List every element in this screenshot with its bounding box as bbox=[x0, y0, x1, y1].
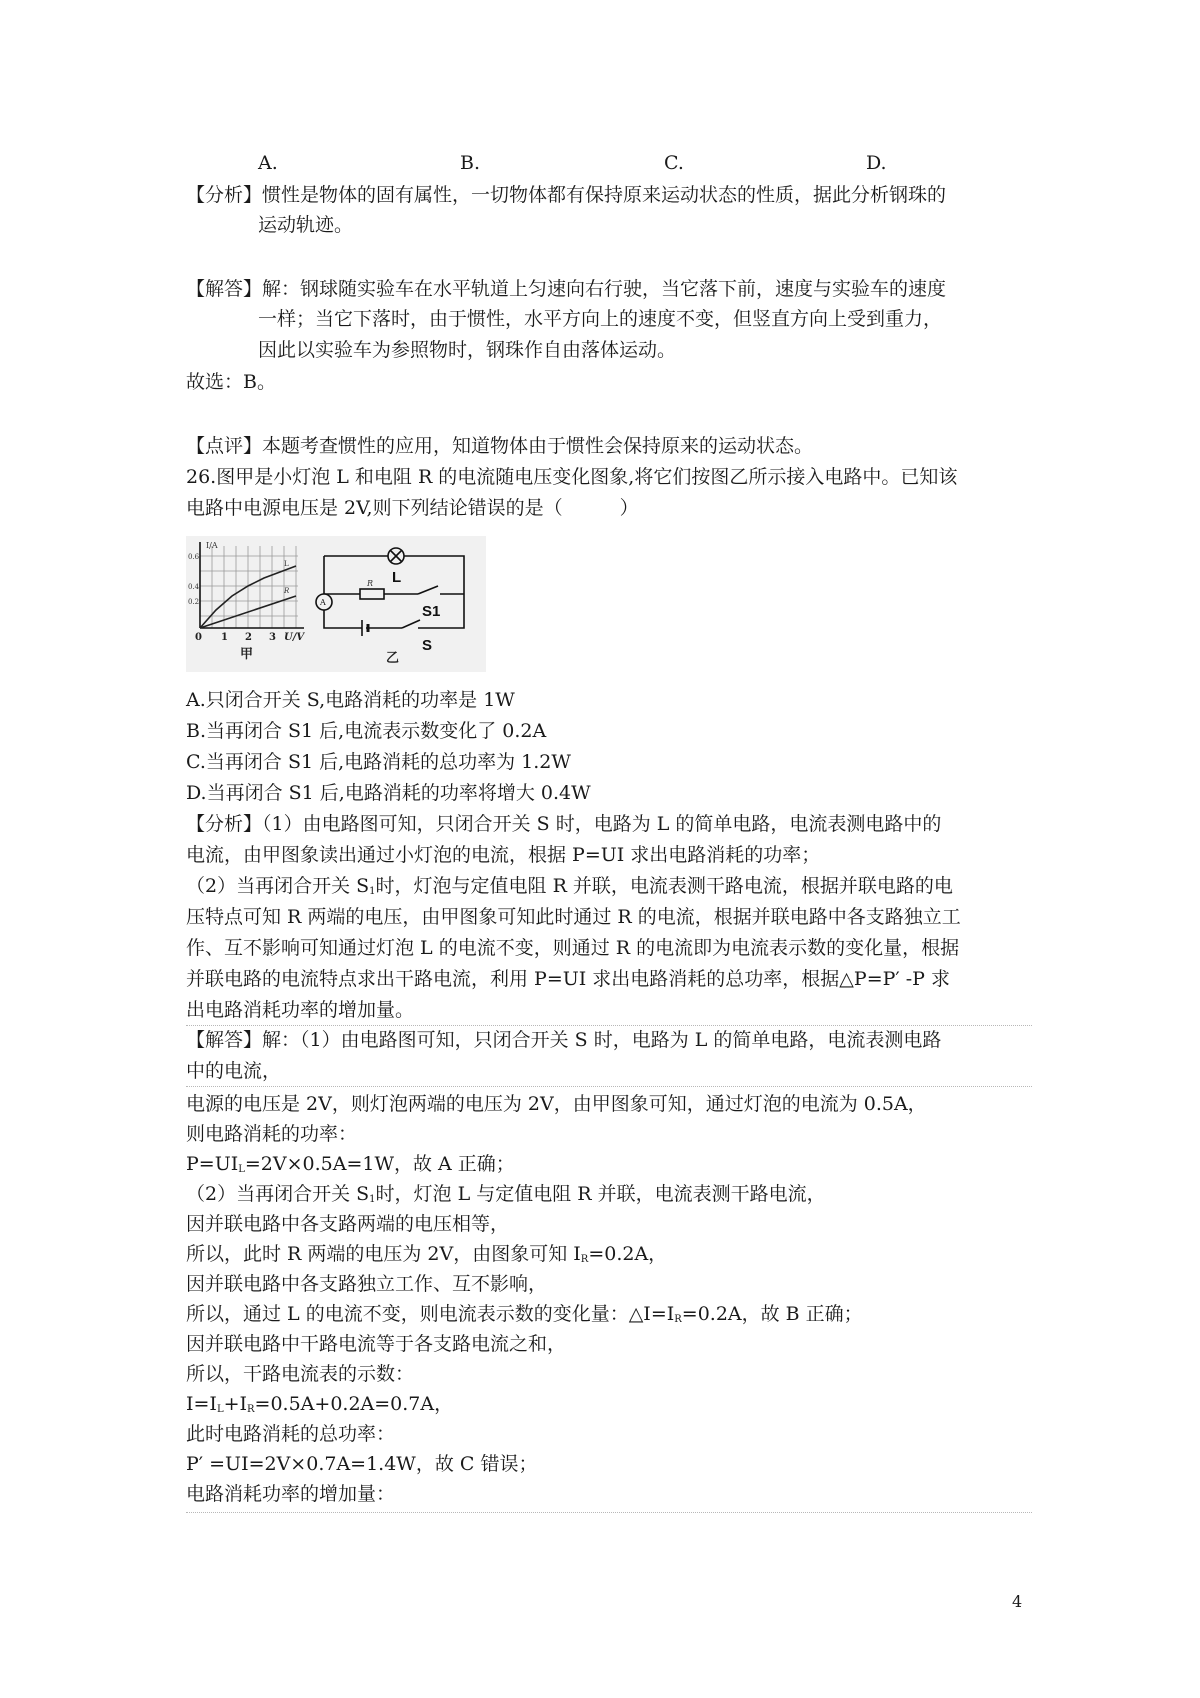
option-b-label: B. bbox=[460, 152, 481, 174]
curve-r-label: R bbox=[284, 587, 290, 595]
q26-answer-13: $I=I_L+I_R=0.5A+0.2A=0.7A$， bbox=[186, 1393, 454, 1415]
q26-answer-1: 【解答】解：（1）由电路图可知，只闭合开关 S 时，电路为 L 的简单电路，电流表测电路 bbox=[186, 1029, 942, 1051]
q26-choice-d: D.当再闭合 S1 后,电路消耗的功率将增大 0.4W bbox=[186, 782, 591, 804]
y-tick-0-6: 0.6 bbox=[188, 553, 200, 561]
option-d-label: D. bbox=[866, 152, 887, 174]
q26-answer-11: 因并联电路中干路电流等于各支路电流之和， bbox=[186, 1333, 567, 1355]
switch-s-label: S bbox=[422, 637, 433, 654]
x-tick-1: 1 bbox=[221, 632, 228, 643]
resistor-label: R bbox=[367, 579, 374, 588]
circuit-caption: 乙 bbox=[386, 651, 400, 666]
curve-l-label: L bbox=[284, 560, 289, 568]
q26-answer-6: （2）当再闭合开关 $S_1$时，灯泡 L 与定值电阻 R 并联，电流表测干路电流， bbox=[186, 1183, 826, 1205]
q26-answer-5: $P=UI_L=2V\times 0.5A=1W$，故 A 正确； bbox=[186, 1153, 515, 1175]
q26-answer-14: 此时电路消耗的总功率： bbox=[186, 1423, 396, 1445]
option-a-label: A. bbox=[258, 152, 278, 174]
q26-choice-b: B.当再闭合 S1 后,电流表示数变化了 0.2A bbox=[186, 720, 547, 742]
q25-analysis: 【分析】惯性是物体的固有属性，一切物体都有保持原来运动状态的性质，据此分析钢珠的 bbox=[186, 184, 947, 206]
q26-answer-3: 电源的电压是 2V，则灯泡两端的电压为 2V，由甲图象可知，通过灯泡的电流为 0.5A， bbox=[186, 1093, 927, 1115]
q25-answer-cont-2: 因此以实验车为参照物时，钢珠作自由落体运动。 bbox=[258, 339, 677, 361]
q25-review: 【点评】本题考查惯性的应用，知道物体由于惯性会保持原来的运动状态。 bbox=[186, 435, 814, 457]
q26-answer-12: 所以，干路电流表的示数： bbox=[186, 1363, 415, 1385]
q26-analysis-3: （2）当再闭合开关 $S_1$时，灯泡与定值电阻 R 并联，电流表测干路电流，根据并联电路的电 bbox=[186, 875, 953, 897]
q26-answer-9: 因并联电路中各支路独立工作、互不影响， bbox=[186, 1273, 548, 1295]
q26-stem-1: 26.图甲是小灯泡 L 和电阻 R 的电流随电压变化图象,将它们按图乙所示接入电路中。已知该 bbox=[186, 466, 958, 488]
q26-answer-8: 所以，此时 R 两端的电压为 2V，由图象可知 $I_R=0.2A$， bbox=[186, 1243, 668, 1265]
q26-answer-2: 中的电流， bbox=[186, 1060, 282, 1082]
x-tick-3: 3 bbox=[269, 632, 276, 643]
q26-answer-10: 所以，通过 L 的电流不变，则电流表示数的变化量：$\triangle I=I_R=0.2A$，故 B 正确； bbox=[186, 1303, 863, 1325]
dotted-rule-2 bbox=[186, 1086, 1032, 1087]
q25-choice: 故选：B。 bbox=[186, 371, 276, 393]
page-number: 4 bbox=[1012, 1592, 1023, 1611]
option-c-label: C. bbox=[664, 152, 684, 174]
graph-y-unit: I/A bbox=[206, 541, 218, 550]
q26-analysis-6: 并联电路的电流特点求出干路电流，利用 P=UI 求出电路消耗的总功率，根据△P=P′ -P 求 bbox=[186, 968, 951, 990]
x-tick-0: 0 bbox=[195, 632, 202, 643]
switch-s1-label: S1 bbox=[422, 603, 441, 620]
q25-analysis-cont: 运动轨迹。 bbox=[258, 214, 354, 236]
x-tick-2: 2 bbox=[245, 632, 252, 643]
q26-choice-a: A.只闭合开关 S,电路消耗的功率是 1W bbox=[186, 689, 515, 711]
dotted-rule-3 bbox=[186, 1512, 1032, 1513]
ammeter-symbol: A bbox=[320, 598, 326, 607]
y-tick-0-4: 0.4 bbox=[188, 583, 200, 591]
q26-analysis-5: 作、互不影响可知通过灯泡 L 的电流不变，则通过 R 的电流即为电流表示数的变化量，根据 bbox=[186, 937, 960, 959]
q26-stem-2: 电路中电源电压是 2V,则下列结论错误的是（ ） bbox=[186, 497, 639, 519]
q26-answer-4: 则电路消耗的功率： bbox=[186, 1123, 358, 1145]
q26-answer-16: 电路消耗功率的增加量： bbox=[186, 1483, 396, 1505]
q26-choice-c: C.当再闭合 S1 后,电路消耗的总功率为 1.2W bbox=[186, 751, 571, 773]
graph-x-unit: U/V bbox=[284, 632, 305, 643]
q25-answer: 【解答】解：钢球随实验车在水平轨道上匀速向右行驶，当它落下前，速度与实验车的速度 bbox=[186, 278, 947, 300]
q26-analysis-2: 电流，由甲图象读出通过小灯泡的电流，根据 P=UI 求出电路消耗的功率； bbox=[186, 844, 821, 866]
q25-answer-cont-1: 一样；当它下落时，由于惯性，水平方向上的速度不变，但竖直方向上受到重力， bbox=[258, 308, 943, 330]
y-tick-0-2: 0.2 bbox=[188, 598, 200, 606]
q26-figure bbox=[186, 536, 486, 672]
q26-analysis-7: 出电路消耗功率的增加量。 bbox=[186, 999, 415, 1021]
dotted-rule-1 bbox=[186, 1025, 1032, 1026]
q26-answer-7: 因并联电路中各支路两端的电压相等， bbox=[186, 1213, 510, 1235]
graph-caption: 甲 bbox=[240, 647, 254, 662]
q26-analysis-4: 压特点可知 R 两端的电压，由甲图象可知此时通过 R 的电流，根据并联电路中各支路独立工 bbox=[186, 906, 961, 928]
lamp-label: L bbox=[392, 569, 402, 586]
q26-answer-15: P′ =UI=2V×0.7A=1.4W，故 C 错误； bbox=[186, 1453, 538, 1475]
q26-analysis-1: 【分析】（1）由电路图可知，只闭合开关 S 时，电路为 L 的简单电路，电流表测电路中的 bbox=[186, 813, 942, 835]
